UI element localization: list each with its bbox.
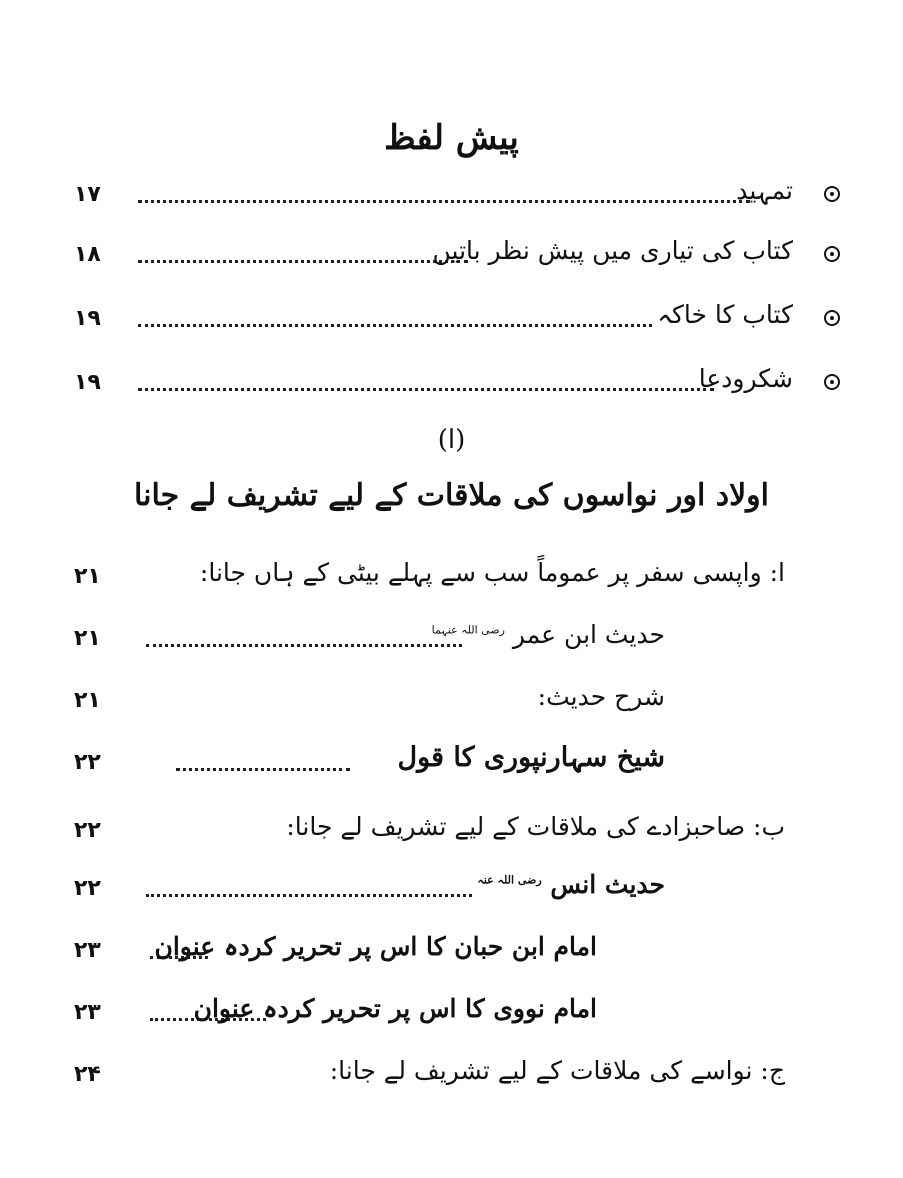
toc-entry-imam-ibn-hibban[interactable]: [0, 930, 903, 980]
entry-label: امام نووی کا اس پر تحریر کردہ عنوان: [193, 994, 597, 1023]
page-number: ۲۳: [74, 1000, 101, 1025]
circle-dot-icon: [824, 374, 840, 390]
toc-entry-sheikh-saharanpuri[interactable]: [0, 742, 903, 792]
dot-leader: [138, 260, 468, 263]
page-number: ۱۹: [74, 306, 101, 331]
honorific: رضی اللہ عنہ: [477, 873, 542, 887]
chapter-number: (ا): [437, 425, 466, 455]
page-number: ۱۹: [74, 370, 101, 395]
dot-leader: [138, 200, 750, 203]
page-number: ۲۲: [74, 876, 101, 901]
toc-entry-hadith-ibn-umar[interactable]: [0, 618, 903, 668]
dot-leader: [138, 324, 652, 327]
toc-entry-tamheed[interactable]: [0, 172, 903, 222]
page-number: ۲۱: [74, 688, 101, 713]
toc-entry-sharh-hadith[interactable]: [0, 680, 903, 730]
entry-label-text: حدیث انس: [550, 870, 665, 899]
circle-dot-icon: [824, 310, 840, 326]
circle-dot-icon: [824, 186, 840, 202]
page-number: ۲۴: [74, 1062, 101, 1087]
toc-entry-section-alif[interactable]: [0, 556, 903, 606]
toc-entry-hadith-anas[interactable]: [0, 868, 903, 918]
page-number: ۱۷: [74, 182, 101, 207]
entry-label: ا: واپسی سفر پر عموماً سب سے پہلے بیٹی کے ہاں جانا:: [199, 558, 785, 587]
entry-label: کتاب کی تیاری میں پیش نظر باتیں: [432, 236, 793, 265]
dot-leader: [176, 768, 350, 771]
chapter-title: اولاد اور نواسوں کی ملاقات کے لیے تشریف لے جانا: [133, 478, 770, 513]
toc-entry-shukr-o-dua[interactable]: [0, 360, 903, 410]
page-number: ۲۲: [74, 750, 101, 775]
toc-entry-imam-nawawi[interactable]: [0, 992, 903, 1042]
toc-entry-kitab-ki-tayari[interactable]: [0, 232, 903, 282]
honorific: رضی اللہ عنہما: [431, 623, 505, 637]
entry-label: شکرودعا: [698, 364, 793, 393]
page-number: ۲۱: [74, 626, 101, 651]
entry-label: [432, 620, 665, 649]
toc-entry-kitab-ka-khaka[interactable]: [0, 296, 903, 346]
dot-leader: [146, 644, 462, 647]
toc-entry-section-bay[interactable]: [0, 810, 903, 860]
dot-leader: [146, 894, 472, 897]
page-title: پیش لفظ: [384, 118, 519, 158]
entry-label: [477, 870, 665, 899]
page-number: ۱۸: [74, 242, 101, 267]
entry-label: ب: صاحبزادے کی ملاقات کے لیے تشریف لے جانا:: [286, 812, 785, 841]
entry-label: ج: نواسے کی ملاقات کے لیے تشریف لے جانا:: [329, 1056, 785, 1085]
circle-dot-icon: [824, 246, 840, 262]
entry-label: کتاب کا خاکہ: [657, 300, 793, 329]
entry-label: امام ابن حبان کا اس پر تحریر کردہ عنوان: [154, 932, 597, 961]
entry-label: شرح حدیث:: [537, 682, 665, 711]
page-number: ۲۳: [74, 938, 101, 963]
entry-label: تمہید: [736, 176, 793, 205]
toc-entry-section-jeem[interactable]: [0, 1054, 903, 1104]
dot-leader: [138, 388, 714, 391]
page-number: ۲۲: [74, 818, 101, 843]
entry-label-text: حدیث ابن عمر: [512, 620, 665, 649]
entry-label: شیخ سہارنپوری کا قول: [397, 742, 665, 773]
page-number: ۲۱: [74, 564, 101, 589]
